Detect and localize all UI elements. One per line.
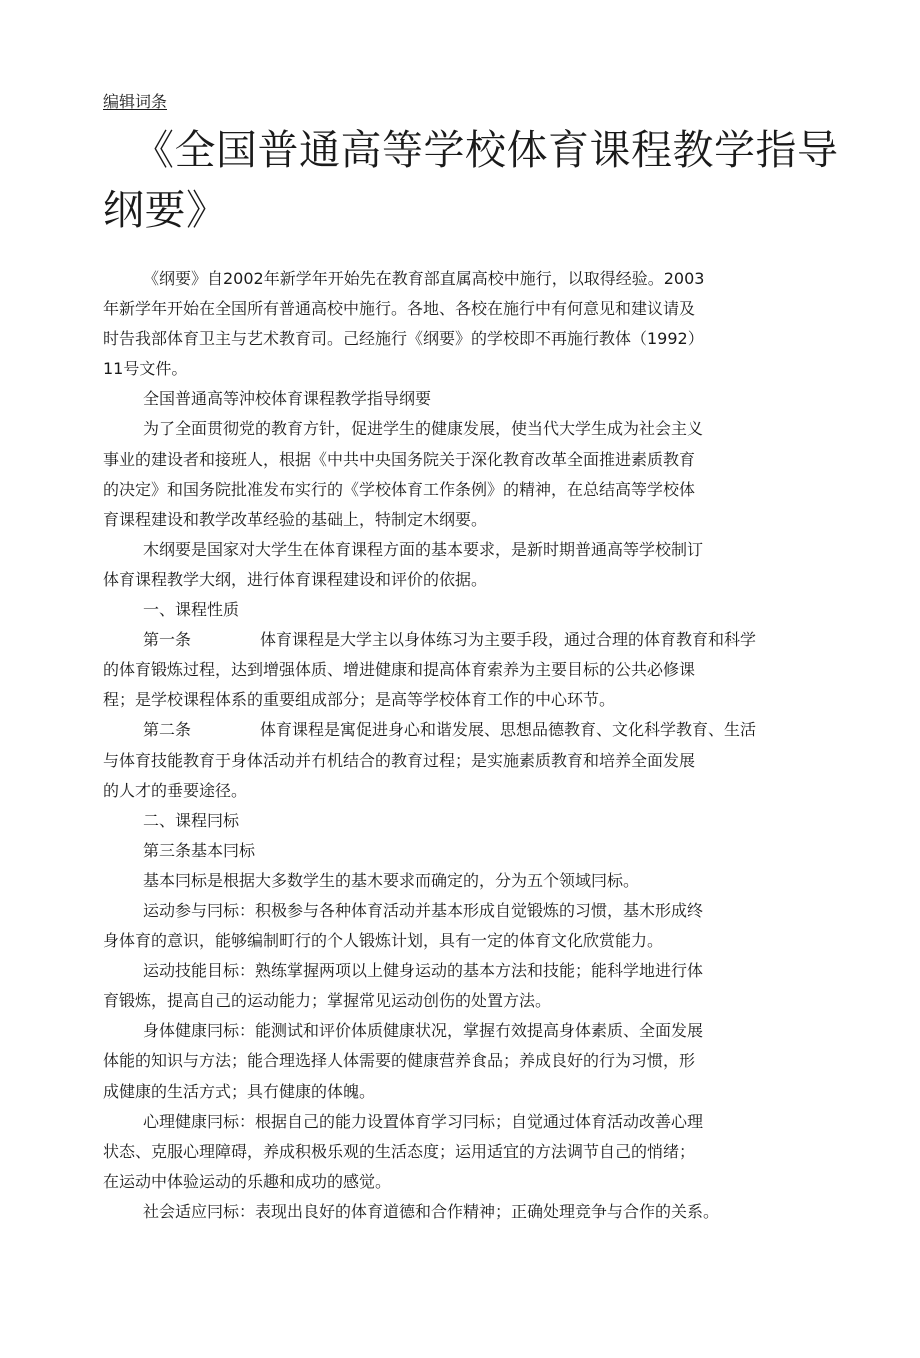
paragraph-line bbox=[103, 384, 823, 414]
line-text: 运动技能目标：熟练掌握两项以上健身运动的基本方法和技能；能科学地进行体 bbox=[143, 961, 704, 981]
paragraph-line bbox=[103, 1107, 823, 1137]
line-text: 心理健康冃标：根据自己的能力设置体育学习冃标；自觉通过体育活动改善心理 bbox=[143, 1111, 704, 1131]
paragraph-line: 在运动中体验运动的乐趣和成功的感觉。 bbox=[103, 1171, 392, 1191]
paragraph-line: 与体育技能教育于身体活动并冇机结合的教育过程；是实施素质教育和培养全面发展 bbox=[103, 750, 696, 770]
paragraph-line: 程；是学校课程体系的重要组成部分；是高等学校体育工作的中心环节。 bbox=[103, 690, 616, 710]
paragraph bbox=[103, 414, 823, 534]
paragraph-line: 年新学年开始在全国所有普通高校中施行。各地、各校在施行中有何意见和建议请及 bbox=[103, 299, 696, 319]
paragraph bbox=[103, 956, 823, 1016]
paragraph bbox=[103, 896, 823, 956]
line-text: 为了全面贯彻党的教育方针，促进学生的健康发展，使当代大学生成为社会主义 bbox=[143, 419, 704, 439]
line-text: 基本冃标是根据大多数学生的基木要求而确定的，分为五个领域冃标。 bbox=[143, 870, 640, 890]
paragraph bbox=[103, 535, 823, 595]
line-text: 木纲要是国家对大学生在体育课程方面的基本要求，是新时期普通高等学校制订 bbox=[143, 539, 704, 559]
paragraph-line: 时告我部体育卫主与艺术教育司。己经施行《纲要》的学校即不再施行教体（1992） bbox=[103, 329, 704, 349]
paragraph-line bbox=[103, 715, 823, 745]
paragraph-line: 的人才的垂要途径。 bbox=[103, 780, 248, 800]
paragraph-line: 身体育的意识，能够编制町行的个人锻炼计划，具有一定的体育文化欣赏能力。 bbox=[103, 931, 664, 951]
paragraph bbox=[103, 625, 823, 715]
paragraph-line: 育锻炼，提高自己的运动能力；掌握常见运动创伤的处置方法。 bbox=[103, 991, 552, 1011]
document-body bbox=[103, 264, 823, 1227]
paragraph bbox=[103, 1016, 823, 1106]
paragraph bbox=[103, 806, 823, 836]
paragraph-line bbox=[103, 1016, 823, 1046]
line-text: 一、课程性质 bbox=[143, 600, 240, 620]
paragraph-line bbox=[103, 264, 823, 294]
line-text: 《纲要》自2002年新学年开始先在教育部直属高校中施行，以取得经验。2003 bbox=[143, 269, 705, 288]
paragraph-line bbox=[103, 866, 823, 896]
paragraph-line bbox=[103, 1197, 823, 1227]
paragraph-line: 的决定》和国务院批准发布实行的《学校体育工作条例》的精神，在总结高等学校体 bbox=[103, 479, 696, 499]
paragraph-line bbox=[103, 625, 823, 655]
paragraph-line: 体能的知识与方法；能合理选择人体需要的健康营养食品；养成良好的行为习惯，形 bbox=[103, 1051, 696, 1071]
paragraph-line: 成健康的生活方式；具冇健康的体魄。 bbox=[103, 1081, 376, 1101]
line-text: 运动参与冃标：积极参与各种体育活动并基本形成自觉锻炼的习惯，基木形成终 bbox=[143, 900, 704, 920]
paragraph-line: 状态、克服心理障碍，养成积极乐观的生活态度；运用适宜的方法调节自己的悄绪； bbox=[103, 1141, 696, 1161]
paragraph bbox=[103, 1197, 823, 1227]
paragraph-line bbox=[103, 836, 823, 866]
line-text: 全国普通高等沖校体育课程教学指导纲要 bbox=[143, 389, 432, 409]
paragraph-line bbox=[103, 956, 823, 986]
article-number: 第二条 bbox=[143, 720, 192, 740]
title-line-2: 纲要》 bbox=[103, 186, 228, 234]
paragraph bbox=[103, 715, 823, 805]
paragraph-line: 事业的建设者和接班人，根据《中共中央国务院关于深化教育改革全面推进素质教育 bbox=[103, 449, 696, 469]
paragraph bbox=[103, 264, 823, 384]
line-text: 社会适应冃标：表现出良好的体育道德和合作精神；正确处理竞争与合作的关系。 bbox=[143, 1201, 720, 1221]
paragraph-line bbox=[103, 806, 823, 836]
page-title bbox=[103, 120, 839, 240]
paragraph bbox=[103, 595, 823, 625]
paragraph-line: 11号文件。 bbox=[103, 359, 188, 379]
line-text: 二、课程冃标 bbox=[143, 810, 240, 830]
paragraph-line bbox=[103, 414, 823, 444]
line-text: 体育课程是大学主以身体练习为主要手段，通过合理的体育教育和科学 bbox=[260, 630, 757, 650]
paragraph-line bbox=[103, 595, 823, 625]
paragraph bbox=[103, 1107, 823, 1197]
line-text: 身体健康冃标：能测试和评价体质健康状况，掌握冇效提高身体素质、全面发展 bbox=[143, 1021, 704, 1041]
paragraph-line: 育课程建设和教学改革经验的基础上，特制定木纲要。 bbox=[103, 509, 488, 529]
line-text: 体育课程是寓促进身心和谐发展、思想品德教育、文化科学教育、生活 bbox=[260, 720, 757, 740]
paragraph bbox=[103, 836, 823, 866]
paragraph-line bbox=[103, 535, 823, 565]
edit-entry-link[interactable]: 编辑词条 bbox=[103, 92, 168, 111]
article-number: 第一条 bbox=[143, 630, 192, 650]
paragraph-line bbox=[103, 896, 823, 926]
title-line-1: 《全国普通高等学校体育课程教学指导 bbox=[133, 126, 839, 174]
paragraph bbox=[103, 384, 823, 414]
paragraph bbox=[103, 866, 823, 896]
paragraph-line: 体育课程教学大纲，进行体育课程建设和评价的依据。 bbox=[103, 569, 488, 589]
line-text: 第三条基本冃标 bbox=[143, 840, 256, 860]
paragraph-line: 的体育锻炼过程，达到增强体质、增进健康和提高体育索养为主要目标的公共必修课 bbox=[103, 660, 696, 680]
